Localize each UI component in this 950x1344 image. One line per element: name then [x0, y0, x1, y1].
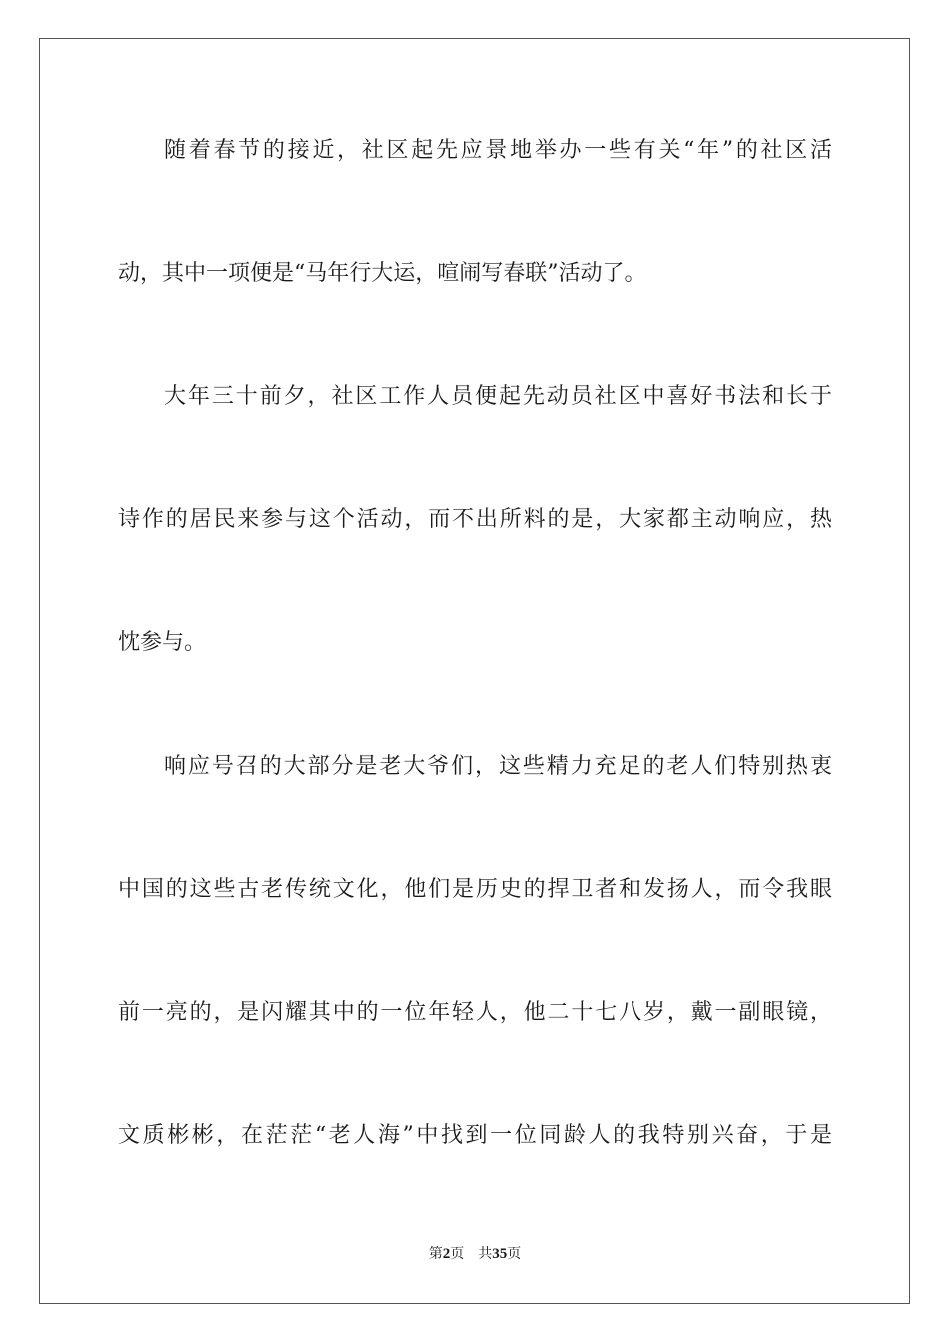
text-line: 文质彬彬，在茫茫“老人海”中找到一位同龄人的我特别兴奋，于是: [118, 1123, 832, 1148]
page-footer: [0, 1244, 950, 1264]
total-prefix: 共: [478, 1246, 493, 1262]
page-unit: 页: [450, 1246, 465, 1262]
text-line: 中国的这些古老传统文化，他们是历史的捍卫者和发扬人，而令我眼: [118, 877, 832, 902]
page-border: [39, 38, 910, 1304]
text-line: 诗作的居民来参与这个活动，而不出所料的是，大家都主动响应，热: [118, 507, 832, 532]
text-line: 动，其中一项便是“马年行大运，喧闹写春联”活动了。: [118, 261, 647, 286]
text-line: 随着春节的接近，社区起先应景地举办一些有关“年”的社区活: [164, 138, 832, 163]
text-line: 忱参与。: [118, 630, 207, 655]
page-number: 2: [442, 1246, 451, 1262]
page-prefix: 第: [428, 1246, 443, 1262]
total-unit: 页: [507, 1246, 522, 1262]
text-line: 大年三十前夕，社区工作人员便起先动员社区中喜好书法和长于: [164, 384, 832, 409]
text-line: 前一亮的，是闪耀其中的一位年轻人，他二十七八岁，戴一副眼镜，: [118, 1000, 832, 1025]
text-line: 响应号召的大部分是老大爷们，这些精力充足的老人们特别热衷: [164, 754, 832, 779]
total-pages: 35: [492, 1246, 508, 1262]
